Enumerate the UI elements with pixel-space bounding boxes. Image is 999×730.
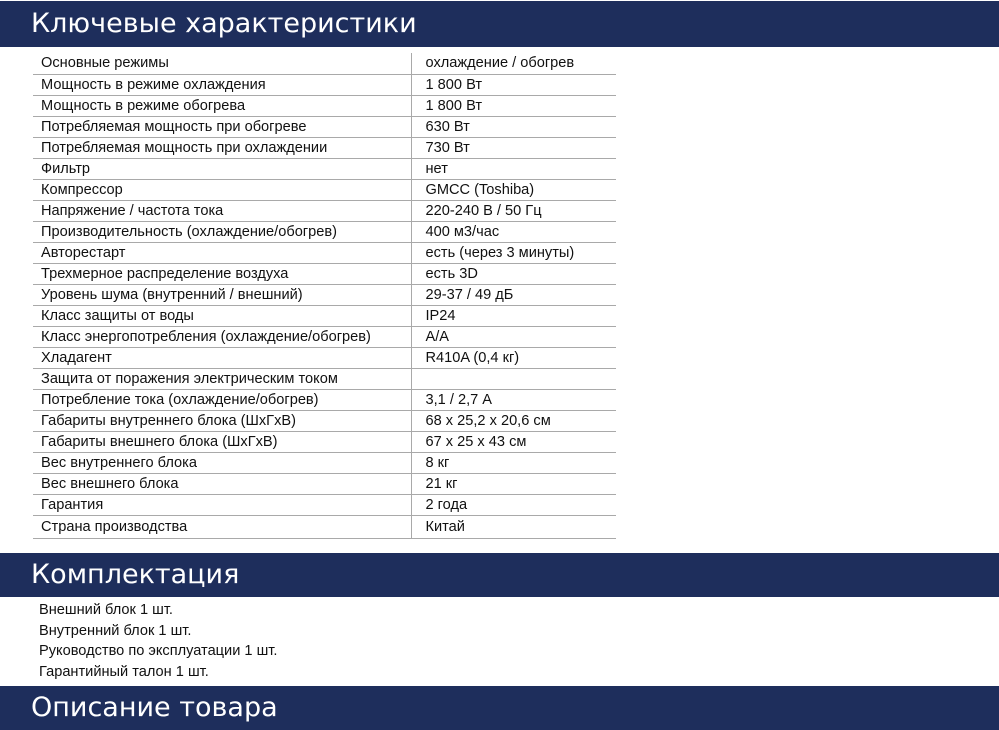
spec-row [33,74,616,95]
spec-row [33,305,616,326]
spec-label: Компрессор [33,179,411,200]
spec-label: Авторестарт [33,242,411,263]
spec-value: GMCC (Toshiba) [411,179,616,200]
spec-label: Класс защиты от воды [33,305,411,326]
spec-value: 67 х 25 х 43 см [411,431,616,452]
kit-item: Руководство по эксплуатации 1 шт. [39,643,278,659]
spec-row [33,410,616,431]
spec-label: Класс энергопотребления (охлаждение/обогрев) [33,326,411,347]
spec-row [33,116,616,137]
spec-value: A/A [411,326,616,347]
spec-row [33,242,616,263]
spec-row [33,53,616,74]
spec-row [33,368,616,389]
spec-value: есть 3D [411,263,616,284]
spec-value: 2 года [411,494,616,515]
section-header-specs: Ключевые характеристики [0,1,999,47]
spec-row [33,473,616,494]
spec-label: Фильтр [33,158,411,179]
spec-row [33,431,616,452]
spec-value: 1 800 Вт [411,74,616,95]
spec-value: IP24 [411,305,616,326]
spec-row [33,200,616,221]
spec-label: Потребляемая мощность при обогреве [33,116,411,137]
spec-value: Китай [411,515,616,538]
spec-row [33,179,616,200]
specs-table-body [33,53,616,538]
spec-label: Вес внешнего блока [33,473,411,494]
spec-value: нет [411,158,616,179]
spec-value: охлаждение / обогрев [411,53,616,74]
spec-value: 1 800 Вт [411,95,616,116]
kit-item: Внутренний блок 1 шт. [39,622,192,639]
spec-value: 400 м3/час [411,221,616,242]
kit-item: Внешний блок 1 шт. [39,602,173,618]
spec-row [33,515,616,538]
spec-row [33,389,616,410]
spec-label: Страна производства [33,515,411,538]
spec-label: Напряжение / частота тока [33,200,411,221]
kit-list [39,600,277,682]
spec-row [33,95,616,116]
spec-label: Габариты внешнего блока (ШхГхВ) [33,431,411,452]
spec-value: 68 х 25,2 х 20,6 см [411,410,616,431]
spec-label: Мощность в режиме обогрева [33,95,411,116]
spec-value: R410A (0,4 кг) [411,347,616,368]
spec-value: 630 Вт [411,116,616,137]
spec-value: 220-240 В / 50 Гц [411,200,616,221]
spec-label: Вес внутреннего блока [33,452,411,473]
spec-row [33,137,616,158]
spec-row [33,284,616,305]
spec-value [411,368,616,389]
spec-label: Производительность (охлаждение/обогрев) [33,221,411,242]
spec-label: Потребление тока (охлаждение/обогрев) [33,389,411,410]
spec-value: 3,1 / 2,7 А [411,389,616,410]
spec-value: 730 Вт [411,137,616,158]
spec-label: Потребляемая мощность при охлаждении [33,137,411,158]
spec-value: 21 кг [411,473,616,494]
spec-label: Уровень шума (внутренний / внешний) [33,284,411,305]
spec-value: 8 кг [411,452,616,473]
spec-label: Трехмерное распределение воздуха [33,263,411,284]
spec-row [33,263,616,284]
spec-row [33,494,616,515]
spec-label: Хладагент [33,347,411,368]
spec-row [33,158,616,179]
spec-row [33,347,616,368]
kit-item: Гарантийный талон 1 шт. [39,663,209,680]
spec-row [33,452,616,473]
section-header-description: Описание товара [0,686,999,730]
spec-value: есть (через 3 минуты) [411,242,616,263]
specs-table [33,53,616,539]
spec-label: Мощность в режиме охлаждения [33,74,411,95]
spec-label: Габариты внутреннего блока (ШхГхВ) [33,410,411,431]
spec-row [33,221,616,242]
spec-row [33,326,616,347]
spec-label: Гарантия [33,494,411,515]
spec-label: Защита от поражения электрическим током [33,368,411,389]
section-header-kit: Комплектация [0,553,999,597]
spec-value: 29-37 / 49 дБ [411,284,616,305]
spec-label: Основные режимы [33,53,411,74]
